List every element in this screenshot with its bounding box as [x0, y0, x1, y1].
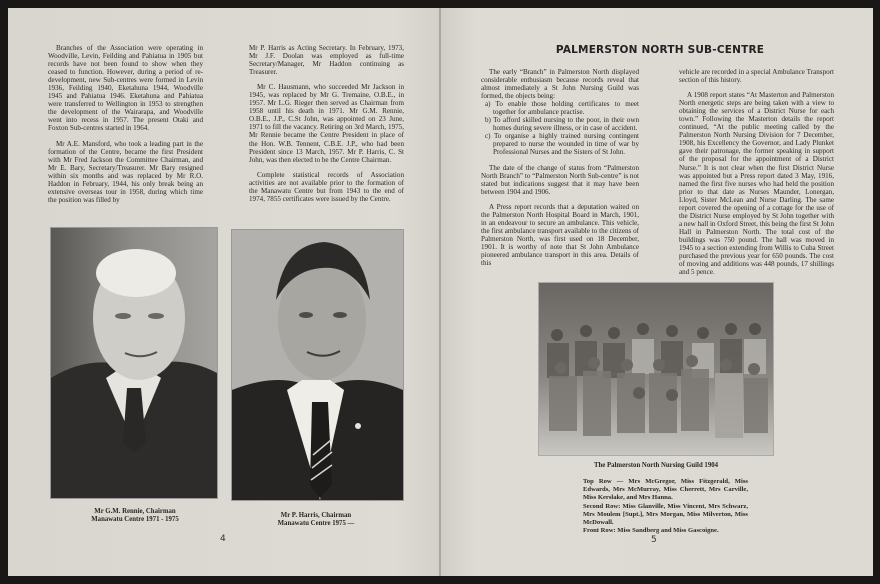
- paragraph: Mr A.E. Mansford, who took a leading part in the formation of the Centre, became the first President with Mr Fred Jackson the Committee Chairman, and Mr E. Bary, Secretary/Treasurer. Mr Bary resigned within six months and was replaced by Mr R.O. Haddon in February, 1944, his only break being an extensive overseas tour in 1958, during which time the position was filled by: [48, 139, 203, 204]
- paragraph: A 1908 report states “At Masterton and Palmerston North energetic steps are being taken with a view to obtaining the services of a District Nurse for each town.” Following the Masterton details the report continued, “At the public meeting called by the Palmerston North Nursing Division for 7 December, 1908, his Excellency the Governor, and Lady Plunket gave their patronage, the former speaking in support of the proposal for the appointment of a District Nurse.” It is not clear when the first District Nurse was appointed but a Press report dated 3 May, 1916, named the first five nurses who had held the position prior to that date as Nurses Maunder, Lonergan, Lloyd, Sister McLean and Nurse Darling. The same report covered the opening of a cottage for the use of the District Nurse employed by St John together with a new hall in Oxford Street, this being the first St John Hall in Palmerston North. The total cost of the buildings was 750 pound. The hall was moved in 1945 to a section extending from Willis to Cuba Street purchased the previous year for 650 pounds. The cost of moving and additions was 448 pounds, 17 shillings and 5 pence.: [679, 91, 834, 277]
- portrait-rennie-image: [51, 228, 217, 498]
- caption-row-second: Second Row: Miss Glanville, Miss Vincent, Mrs Schwarz, Mrs Moulem [Supt.], Mrs Morgan, Miss Milverton, Miss McDowall.: [583, 502, 748, 527]
- paragraph: Complete statistical records of Association activities are not available prior to the formation of the Manawatu Centre but from 1943 to the end of 1974, 7855 certificates were issued by the Centre.: [249, 170, 404, 203]
- portrait-harris-image: [232, 230, 403, 500]
- right-column-1: [481, 68, 639, 274]
- caption-row-front: Front Row: Miss Sandberg and Miss Gascoigne.: [583, 527, 719, 535]
- group-photo-nursing-guild: [538, 282, 774, 456]
- paragraph: Mr C. Hausmann, who succeeded Mr Jackson in 1945, was replaced by Mr G. Tremaine, O.B.E., in 1957. Mr L.G. Rieger then served as Chairman from 1958 until his death in 1971. Mr G.M. Rennie, O.B.E., J.P., C.St John, was appointed on 23 June, 1971 to fill the vacancy. Retiring on 3rd March, 1975, Mr Rennie became the Centre President in place of the Hon. W.B. Tennent, C.B.E. J.P., who had been President since 13 March, 1957. Mr P. Harris, C. St John, was then elected to be the Centre Chairman.: [249, 83, 404, 164]
- rennie-caption: [60, 508, 210, 524]
- group-photo-image: [539, 283, 773, 455]
- page-title: PALMERSTON NORTH SUB-CENTRE: [555, 44, 765, 56]
- caption-line: Manawatu Centre 1971 - 1975: [91, 516, 179, 523]
- paragraph: A Press report records that a deputation waited on the Palmerston North Hospital Board in March, 1901, in an endeavour to secure an ambulance. This vehicle, the first ambulance transport available to the citizens of Palmerston North, was first used on 18 December, 1901. It is worthy of note that St John Ambulance pioneered ambulance transport in this area. Details of this: [481, 202, 639, 268]
- paragraph: Mr P. Harris as Acting Secretary. In February, 1973, Mr J.F. Doolan was employed as full-time Secretary/Manager, Mr Haddon continuing as Treasurer.: [249, 44, 404, 77]
- caption-line: Manawatu Centre 1975 —: [277, 520, 355, 527]
- left-column-1: [48, 44, 203, 211]
- portrait-photo-harris: [231, 229, 404, 501]
- book-gutter: [439, 8, 441, 576]
- paragraph: The early “Branch” in Palmerston North displayed considerable enthusiasm because records reveal that almost immediately a St John Nursing Guild was formed, the objects being:: [481, 68, 639, 101]
- paragraph: Branches of the Association were operating in Woodville, Levin, Feilding and Pahiatua in 1905 but records have not been found to show when they ceased to function. However, during a period of re-development, new Sub-centres were formed in Levin 1936, Feilding 1940, Eketahuna 1944, Woodville 1945 and Pahiatua 1946. Eketahuna and Pahiatua were transferred to Wellington in 1953 to strengthen the development of the Wairarapa, and Woodville went into recess in 1957. The present Otaki and Foxton Sub-centres started in 1964.: [48, 44, 203, 133]
- group-photo-title: The Palmerston North Nursing Guild 1904: [593, 462, 719, 469]
- right-column-2: [679, 68, 834, 283]
- paragraph: The date of the change of status from “Palmerston North Branch” to “Palmerston North Sub-centre” is not stated but indications suggest that it may have been between 1904 and 1906.: [481, 163, 639, 196]
- portrait-photo-rennie: [50, 227, 218, 499]
- page-number-left: 4: [220, 534, 226, 544]
- list-item: a) To enable those holding certificates to meet together for ambulance practise.: [485, 100, 639, 117]
- group-photo-caption: [583, 478, 748, 535]
- caption-line: Mr G.M. Rennie, Chairman: [94, 508, 176, 515]
- caption-line: Mr P. Harris, Chairman: [280, 512, 352, 519]
- list-item: c) To organise a highly trained nursing contingent prepared to nurse the wounded in time of war by Professional Nurses and the Sisters of St John.: [485, 132, 639, 157]
- page-number-right: 5: [651, 535, 657, 545]
- caption-row-top: Top Row — Mrs McGregor, Miss Fitzgerald, Miss Edwards, Mrs McMurray, Miss Cherrett, Mrs Carville, Miss Kerslake, and Mrs Hanna.: [583, 478, 748, 502]
- left-column-2: [249, 44, 404, 210]
- list-item: b) To afford skilled nursing to the poor, in their own homes during severe illness, or in case of accident.: [485, 116, 639, 133]
- paragraph: vehicle are recorded in a special Ambulance Transport section of this history.: [679, 68, 834, 85]
- harris-caption: [241, 512, 391, 528]
